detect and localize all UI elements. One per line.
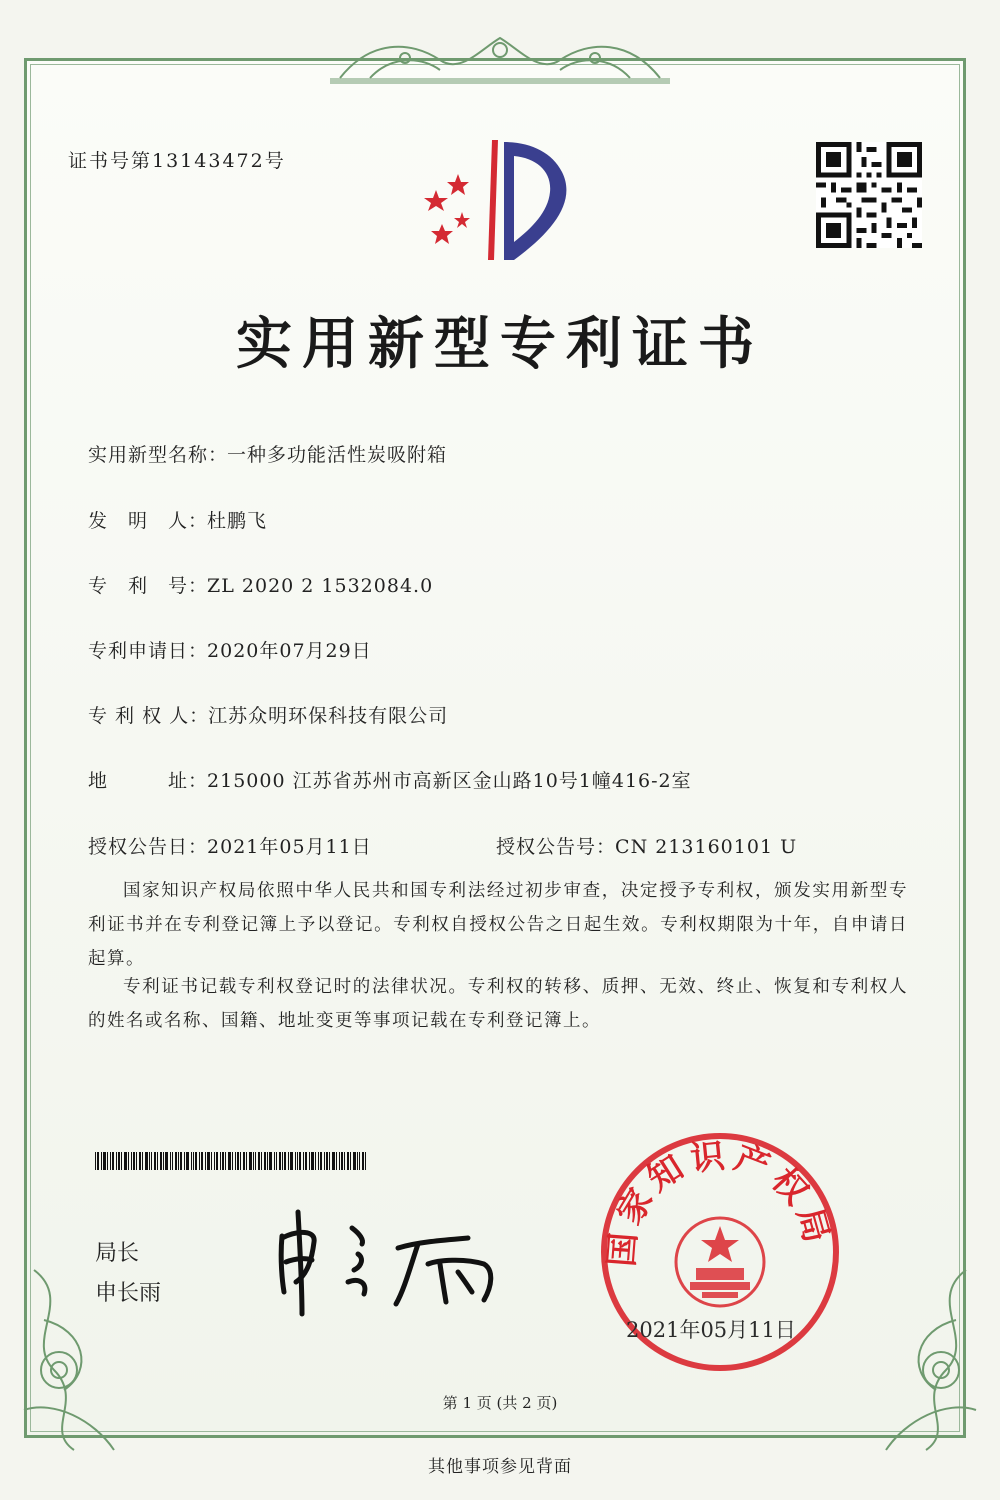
field-value: ZL 2020 2 1532084.0 (207, 575, 434, 597)
field-label: 发 明 人 (88, 510, 189, 532)
field-label: 授权公告日 (88, 836, 189, 858)
qr-code-icon (816, 142, 922, 248)
field-utility-model-name: 实用新型名称：一种多功能活性炭吸附箱 (88, 444, 448, 466)
field-address: 地 址：215000 江苏省苏州市高新区金山路10号1幢416-2室 (88, 770, 692, 792)
page-number: 第 1 页 (共 2 页) (442, 1394, 558, 1412)
director-name: 申长雨 (95, 1281, 162, 1306)
field-value: 一种多功能活性炭吸附箱 (227, 444, 448, 466)
bottom-right-ornament-icon (876, 1260, 986, 1460)
field-value: CN 213160101 U (615, 836, 798, 858)
field-label: 地 址 (88, 770, 189, 792)
seal-date: 2021年05月11日 (626, 1318, 796, 1342)
field-value: 215000 江苏省苏州市高新区金山路10号1幢416-2室 (207, 770, 692, 792)
top-ornament-icon (330, 30, 670, 86)
legal-status-paragraph: 专利证书记载专利权登记时的法律状况。专利权的转移、质押、无效、终止、恢复和专利权人的姓名或名称、国籍、地址变更等事项记载在专利登记簿上。 (88, 977, 908, 1031)
field-patentee: 专 利 权 人：江苏众明环保科技有限公司 (88, 705, 449, 727)
field-label: 专利申请日 (88, 640, 189, 662)
field-label: 专 利 号 (88, 575, 189, 597)
svg-text:国家知识产权局: 国家知识产权局 (601, 1135, 839, 1269)
field-patent-number: 专 利 号：ZL 2020 2 1532084.0 (88, 575, 434, 597)
certificate-number: 证书号第13143472号 (68, 150, 286, 172)
director-signature (268, 1208, 508, 1318)
field-value: 2020年07月29日 (207, 640, 372, 662)
field-inventor: 发 明 人：杜鹏飞 (88, 510, 268, 532)
director-title: 局长 (95, 1241, 140, 1266)
field-value: 杜鹏飞 (207, 510, 268, 532)
field-announcement-number: 授权公告号：CN 213160101 U (496, 836, 798, 858)
field-value: 2021年05月11日 (207, 836, 372, 858)
field-label: 授权公告号 (496, 836, 597, 858)
grant-paragraph: 国家知识产权局依照中华人民共和国专利法经过初步审查，决定授予专利权，颁发实用新型专利证书并在专利登记簿上予以登记。专利权自授权公告之日起生效。专利权期限为十年，自申请日起算。 (88, 881, 908, 969)
field-filing-date: 专利申请日：2020年07月29日 (88, 640, 372, 662)
barcode-icon (95, 1152, 367, 1170)
field-value: 江苏众明环保科技有限公司 (208, 705, 449, 727)
patent-logo-icon (412, 132, 582, 262)
field-label: 实用新型名称 (88, 444, 209, 466)
back-note: 其他事项参见背面 (428, 1457, 572, 1477)
certificate-title: 实用新型专利证书 (236, 311, 764, 377)
field-announcement-date: 授权公告日：2021年05月11日 (88, 836, 372, 858)
field-label: 专 利 权 人 (88, 705, 190, 727)
